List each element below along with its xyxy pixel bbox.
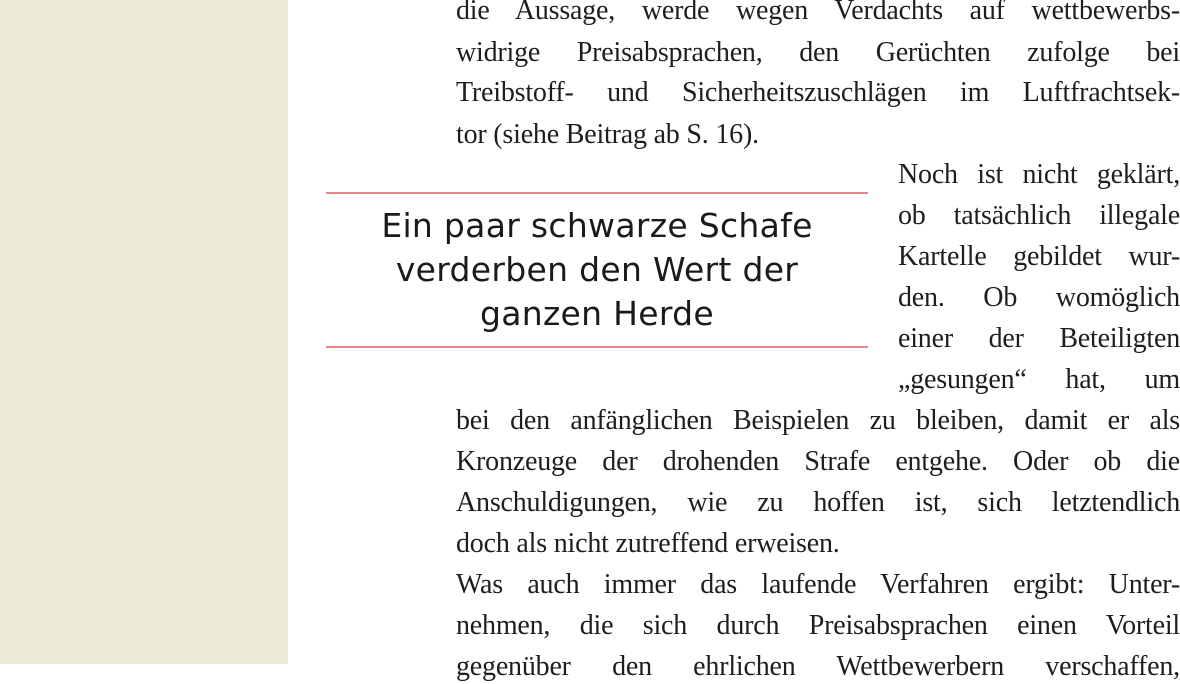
side-line-1: Noch ist nicht geklärt,: [898, 159, 1180, 190]
continuation-line-1: bei den anfänglichen Beispielen zu bleiben, damit er als: [456, 405, 1180, 436]
intro-line-3: Treibstoff- und Sicherheitszuschlägen im Luftfrachtsek-: [456, 77, 1180, 108]
continuation-line-4: doch als nicht zutreffend erweisen.: [456, 528, 840, 559]
paragraph-line-2: nehmen, die sich durch Preisabsprachen einen Vorteil: [456, 610, 1180, 641]
intro-line-1: die Aussage, werde wegen Verdachts auf wettbewerbs-: [456, 0, 1180, 26]
side-line-4: den. Ob womöglich: [898, 282, 1180, 313]
paragraph-line-3: gegenüber den ehrlichen Wettbewerbern verschaffen,: [456, 651, 1180, 682]
side-line-6: „gesungen“ hat, um: [898, 364, 1180, 395]
page-margin-panel: [0, 0, 288, 664]
pull-quote: [326, 192, 868, 348]
side-line-3: Kartelle gebildet wur-: [898, 241, 1180, 272]
pull-quote-text: Ein paar schwarze Schafe verderben den Wert der ganzen Herde: [381, 206, 813, 333]
side-line-5: einer der Beteiligten: [898, 323, 1180, 354]
intro-line-4: tor (siehe Beitrag ab S. 16).: [456, 119, 759, 150]
continuation-line-3: Anschuldigungen, wie zu hoffen ist, sich letztendlich: [456, 487, 1180, 518]
continuation-line-2: Kronzeuge der drohenden Strafe entgehe. Oder ob die: [456, 446, 1180, 477]
side-line-2: ob tatsächlich illegale: [898, 200, 1180, 231]
intro-line-2: widrige Preisabsprachen, den Gerüchten zufolge bei: [456, 37, 1180, 68]
paragraph-line-1: Was auch immer das laufende Verfahren ergibt: Unter-: [456, 569, 1180, 600]
